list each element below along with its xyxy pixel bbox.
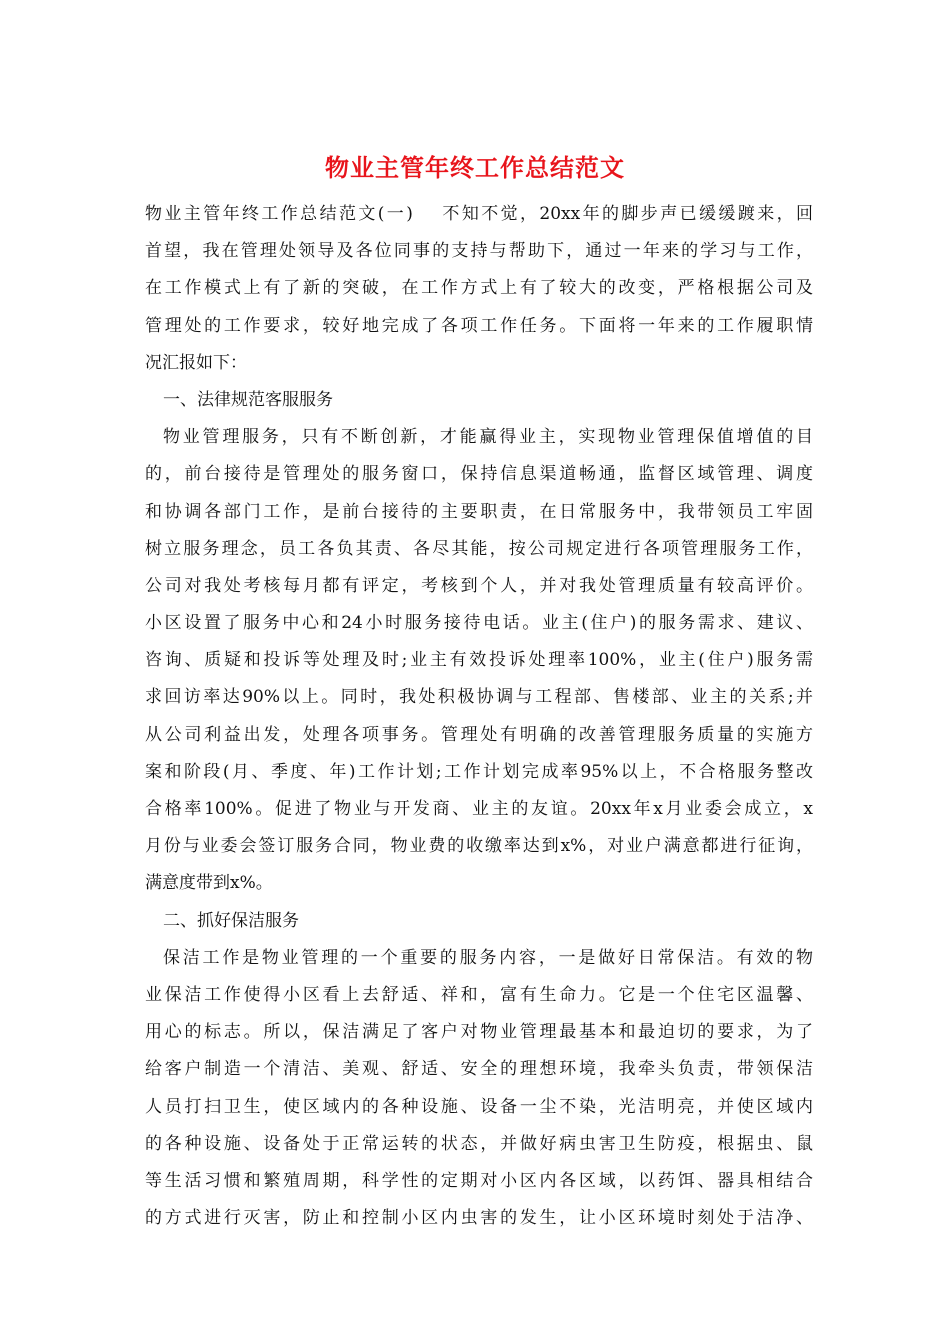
- body-line: 给客户制造一个清洁、美观、舒适、安全的理想环境，我牵头负责，带领保洁: [145, 1059, 813, 1080]
- body-line: 况汇报如下：: [145, 352, 247, 373]
- section-heading-2: 二、抓好保洁服务: [163, 910, 299, 931]
- body-line: 的方式进行灭害，防止和控制小区内虫害的发生，让小区环境时刻处于洁净、: [145, 1208, 813, 1229]
- body-line: 从公司利益出发，处理各项事务。管理处有明确的改善管理服务质量的实施方: [145, 724, 813, 745]
- body-line: 物业主管年终工作总结范文(一) 不知不觉，20xx年的脚步声已缓缓踱来，回: [145, 204, 813, 224]
- section-heading-1: 一、法律规范客服服务: [163, 389, 333, 410]
- body-line: 咨询、质疑和投诉等处理及时;业主有效投诉处理率100%，业主(住户)服务需: [145, 650, 813, 671]
- body-line: 小区设置了服务中心和24小时服务接待电话。业主(住户)的服务需求、建议、: [145, 613, 813, 634]
- body-line: 案和阶段(月、季度、年)工作计划;工作计划完成率95%以上，不合格服务整改: [145, 761, 813, 782]
- body-line: 等生活习惯和繁殖周期，科学性的定期对小区内各区域，以药饵、器具相结合: [145, 1170, 813, 1191]
- body-line: 求回访率达90%以上。同时，我处积极协调与工程部、售楼部、业主的关系;并: [145, 687, 813, 708]
- body-line: 满意度带到x%。: [145, 873, 273, 894]
- body-line: 业保洁工作使得小区看上去舒适、祥和，富有生命力。它是一个住宅区温馨、: [145, 984, 813, 1005]
- body-line: 的，前台接待是管理处的服务窗口，保持信息渠道畅通，监督区域管理、调度: [145, 464, 813, 485]
- body-line: 在工作模式上有了新的突破，在工作方式上有了较大的改变，严格根据公司及: [145, 278, 813, 299]
- body-line: 的各种设施、设备处于正常运转的状态，并做好病虫害卫生防疫，根据虫、鼠: [145, 1133, 813, 1154]
- body-line: 月份与业委会签订服务合同，物业费的收缴率达到x%，对业户满意都进行征询，: [145, 836, 813, 857]
- document-body: [145, 196, 813, 1237]
- body-line: 树立服务理念，员工各负其责、各尽其能，按公司规定进行各项管理服务工作，: [145, 538, 813, 559]
- body-line: 和协调各部门工作，是前台接待的主要职责，在日常服务中，我带领员工牢固: [145, 501, 813, 522]
- body-line: 用心的标志。所以，保洁满足了客户对物业管理最基本和最迫切的要求，为了: [145, 1022, 813, 1043]
- body-line: 合格率100%。促进了物业与开发商、业主的友谊。20xx年x月业委会成立，x: [145, 799, 813, 819]
- body-line: 公司对我处考核每月都有评定，考核到个人，并对我处管理质量有较高评价。: [145, 575, 813, 596]
- body-line: 物业管理服务，只有不断创新，才能赢得业主，实现物业管理保值增值的目: [163, 427, 813, 448]
- body-line: 管理处的工作要求，较好地完成了各项工作任务。下面将一年来的工作履职情: [145, 315, 813, 336]
- body-line: 人员打扫卫生，使区域内的各种设施、设备一尘不染，光洁明亮，并使区域内: [145, 1096, 813, 1117]
- document-title: 物业主管年终工作总结范文: [325, 153, 625, 182]
- body-line: 保洁工作是物业管理的一个重要的服务内容，一是做好日常保洁。有效的物: [163, 947, 813, 968]
- body-line: 首望，我在管理处领导及各位同事的支持与帮助下，通过一年来的学习与工作，: [145, 241, 813, 262]
